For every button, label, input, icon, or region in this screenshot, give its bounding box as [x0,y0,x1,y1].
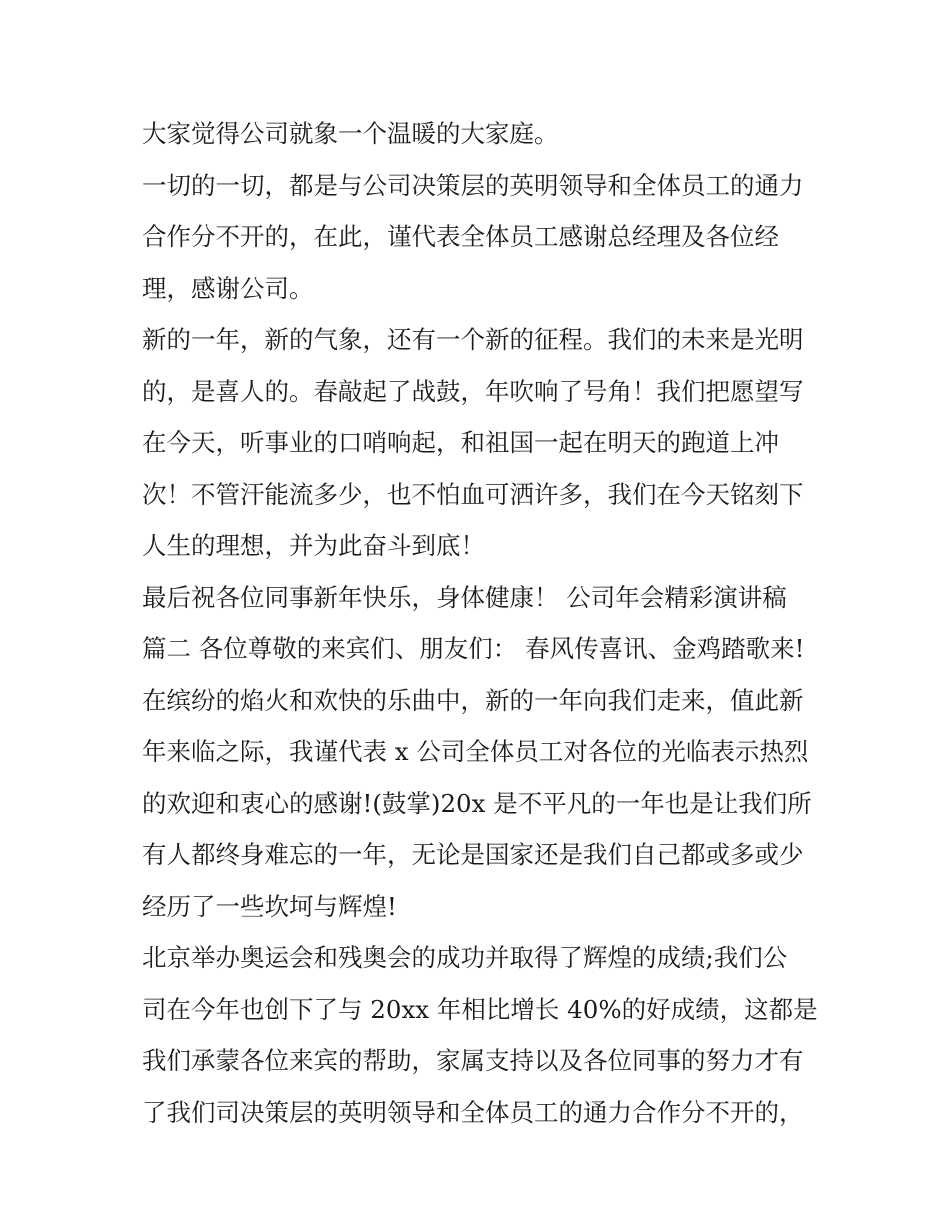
text-line: 一切的一切，都是与公司决策层的英明领导和全体员工的通力 [142,170,804,200]
text-line: 有人都终身难忘的一年，无论是国家还是我们自己都或多或少 [142,840,804,869]
text-line: 次！不管汗能流多少，也不怕血可洒许多，我们在今天铭刻下 [142,479,804,509]
text-line: 了我们司决策层的英明领导和全体员工的通力合作分不开的， [142,1097,804,1127]
text-line: 我们承蒙各位来宾的帮助，家属支持以及各位同事的努力才有 [142,1046,804,1075]
text-line: 新的一年，新的气象，还有一个新的征程。我们的未来是光明 [142,325,804,354]
text-line: 人生的理想，并为此奋斗到底！ [142,531,485,560]
document-body [142,108,822,1138]
text-line: 大家觉得公司就象一个温暖的大家庭。 [142,119,559,148]
text-line: 经历了一些坎坷与辉煌! [142,891,397,921]
text-line: 篇二 各位尊敬的来宾们、朋友们： 春风传喜讯、金鸡踏歌来! [142,634,805,663]
text-line: 合作分不开的，在此，谨代表全体员工感谢总经理及各位经 [142,222,779,251]
text-line: 最后祝各位同事新年快乐，身体健康！ 公司年会精彩演讲稿 [142,582,787,612]
text-line: 在缤纷的焰火和欢快的乐曲中，新的一年向我们走来，值此新 [142,685,804,715]
text-line: 年来临之际，我谨代表 x 公司全体员工对各位的光临表示热烈 [142,737,809,766]
text-line: 北京举办奥运会和残奥会的成功并取得了辉煌的成绩;我们公 [142,943,788,972]
text-line: 的，是喜人的。春敲起了战鼓，年吹响了号角！我们把愿望写 [142,376,804,406]
text-line: 司在今年也创下了与 20xx 年相比增长 40%的好成绩，这都是 [142,994,818,1024]
text-line: 理，感谢公司。 [142,273,314,303]
text-line: 的欢迎和衷心的感谢!(鼓掌)20x 是不平凡的一年也是让我们所 [142,788,812,818]
text-line: 在今天，听事业的口哨响起，和祖国一起在明天的跑道上冲 [142,428,779,457]
